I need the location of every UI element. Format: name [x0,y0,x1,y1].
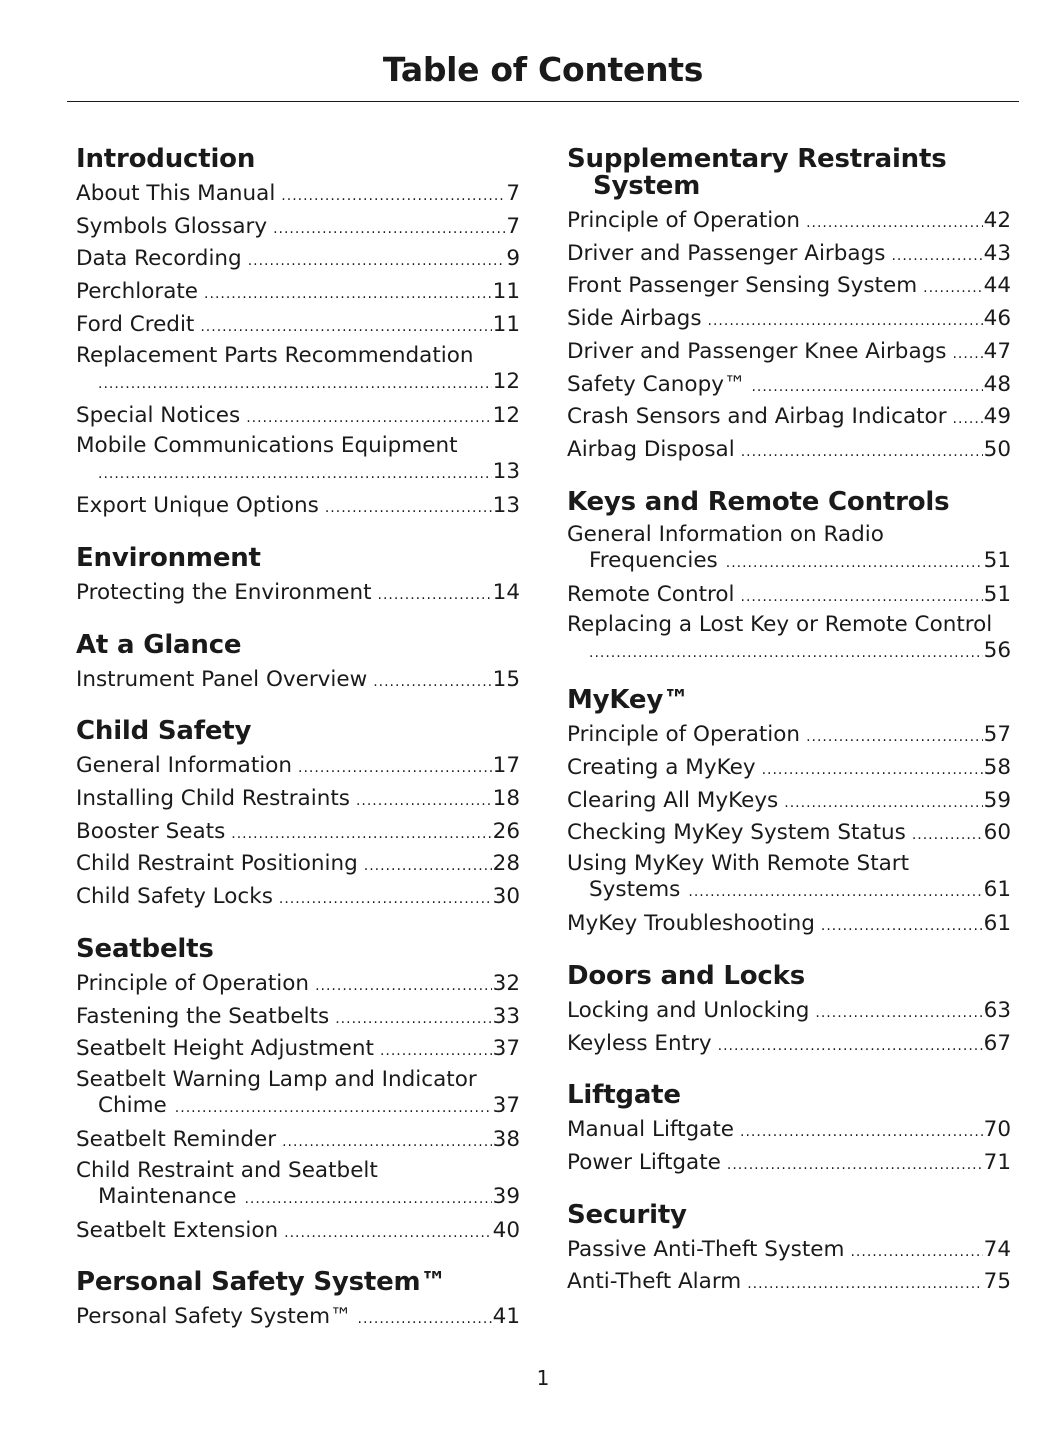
dot-leader [708,307,983,337]
toc-entry-installing-child-restraints[interactable] [76,784,520,817]
entry-line [76,491,520,524]
dot-leader [298,754,492,784]
dot-leader [762,756,983,786]
dot-leader [688,879,982,905]
dot-leader [356,787,492,817]
page-ref: 7 [506,213,520,239]
section-title [76,718,520,745]
section-title-text: Supplementary Restraints [567,144,947,174]
page-ref: 60 [983,820,1011,846]
dot-leader [751,373,982,403]
entry-line [567,402,1011,435]
page-ref: 50 [983,436,1011,462]
entry-title-continuation: Maintenance [98,1183,237,1209]
toc-section-mykey [567,687,1011,942]
entry-line [76,784,520,817]
section-title [567,1199,1011,1230]
section-title [76,1269,520,1296]
entry-line [567,271,1011,304]
toc-entry-principle-of-operation[interactable] [567,206,1011,239]
page-ref: 30 [492,884,520,910]
entry-title: Principle of Operation [567,208,801,233]
toc-section-security [567,1199,1011,1300]
toc-right-column [567,146,1011,1321]
toc-section-child-safety [76,718,520,915]
toc-entry-crash-sensors-and-airbag-indicator[interactable] [567,402,1011,435]
toc-entry-checking-mykey-system-status[interactable] [567,818,1011,851]
page-ref: 33 [492,1003,520,1029]
entry-title: Remote Control [567,581,735,607]
section-title [76,146,520,173]
dot-leader [281,182,505,212]
toc-entry-booster-seats[interactable] [76,817,520,850]
entry-title: Anti-Theft Alarm [567,1269,742,1295]
entry-title: Creating a MyKey [567,755,756,781]
page-ref: 7 [506,181,520,206]
section-title-text: At a Glance [76,629,242,660]
page-ref: 56 [983,638,1011,664]
page-ref: 48 [983,371,1011,397]
toc-section-at-a-glance [76,629,520,698]
entry-title: Instrument Panel Overview [76,666,368,692]
page-ref: 40 [492,1217,520,1243]
dot-leader [912,821,983,851]
toc-entry-driver-and-passenger-knee-airbags[interactable] [567,337,1011,370]
entry-line [567,1029,1011,1062]
section-title [567,687,1011,714]
section-title-text: Security [567,1199,687,1230]
page-ref: 14 [492,579,520,605]
section-title [567,146,1011,200]
dot-leader [784,789,982,819]
toc-entry-general-information-on-radio[interactable] [567,522,1011,576]
section-title [567,960,1011,991]
toc-entry-clearing-all-mykeys[interactable] [567,786,1011,819]
toc-entry-seatbelt-reminder[interactable] [76,1125,520,1158]
toc-entry-protecting-the-environment[interactable] [76,578,520,611]
entry-title: Checking MyKey System Status [567,820,906,846]
page-ref: 32 [492,970,520,996]
entry-title: Installing Child Restraints [76,786,350,812]
page-ref: 43 [983,240,1011,266]
toc-entry-side-airbags[interactable] [567,304,1011,337]
entry-line [76,1184,520,1212]
dot-leader [98,461,492,487]
page-ref: 63 [983,997,1011,1023]
entry-line [567,1235,1011,1268]
toc-entry-special-notices[interactable] [76,401,520,434]
entry-line [76,310,520,343]
dot-leader [952,340,982,370]
toc-section-personal-safety-system [76,1269,520,1335]
entry-line [76,969,520,1002]
dot-leader [325,494,492,524]
page-ref: 41 [492,1304,520,1330]
page-ref: 75 [983,1269,1011,1295]
section-title-continuation: System [593,171,701,201]
toc-entry-seatbelt-warning-lamp-and-indicator[interactable] [76,1067,520,1121]
entry-title: Crash Sensors and Airbag Indicator [567,404,947,430]
entry-title: Principle of Operation [76,970,310,996]
page-ref: 39 [492,1183,520,1209]
dot-leader [279,885,492,915]
toc-entry-symbols-glossary[interactable] [76,212,520,245]
entry-title: Ford Credit [76,311,195,337]
page-ref: 11 [492,279,520,305]
entry-title: Child Restraint and Seatbelt [76,1157,378,1183]
page-ref: 12 [492,402,520,428]
entry-title: Manual Liftgate [567,1117,735,1143]
toc-entry-airbag-disposal[interactable] [567,435,1011,468]
page-ref: 59 [983,787,1011,813]
dot-leader [204,280,492,310]
entry-title: Seatbelt Reminder [76,1126,277,1152]
page-ref: 49 [983,404,1011,430]
dot-leader [378,581,492,611]
toc-section-supplementary-restraints [567,146,1011,468]
entry-line [567,239,1011,272]
entry-line [567,370,1011,403]
toc-entry-child-safety-locks[interactable] [76,882,520,915]
toc-entry-anti-theft-alarm[interactable] [567,1267,1011,1300]
section-title [567,1082,1011,1109]
page-ref: 42 [983,208,1011,233]
section-title-text: Seatbelts [76,933,214,964]
dot-leader [335,1005,491,1035]
entry-title: About This Manual [76,181,276,206]
dot-leader [891,242,982,272]
dot-leader [589,640,983,666]
dot-leader [284,1219,492,1249]
section-title [567,486,1011,517]
page-ref: 28 [492,851,520,877]
entry-title: Airbag Disposal [567,436,735,462]
entry-title: Seatbelt Height Adjustment [76,1036,374,1062]
page-ref: 37 [492,1092,520,1118]
dot-leader [923,274,982,304]
toc-entry-mobile-communications-equipment[interactable] [76,433,520,487]
entry-title: Fastening the Seatbelts [76,1003,330,1029]
entry-line [76,578,520,611]
entry-title: Data Recording [76,246,242,272]
entry-line [76,665,520,698]
dot-leader [315,972,492,1002]
entry-title-continuation: Frequencies [589,547,718,573]
page-ref: 44 [983,273,1011,299]
page-ref: 70 [983,1117,1011,1143]
page-number: 1 [536,1366,550,1390]
entry-line [76,1093,520,1121]
dot-leader [98,371,492,397]
dot-leader [741,583,983,613]
toc-entry-driver-and-passenger-airbags[interactable] [567,239,1011,272]
dot-leader [248,247,506,277]
entry-line [76,459,520,487]
entry-title: Perchlorate [76,279,199,305]
toc-entry-principle-of-operation[interactable] [76,969,520,1002]
dot-leader [175,1095,492,1121]
entry-line [567,909,1011,942]
dot-leader [727,1151,983,1181]
page-ref: 74 [983,1236,1011,1262]
entry-title: Booster Seats [76,818,226,844]
toc-entry-seatbelt-extension[interactable] [76,1216,520,1249]
section-title-text: MyKey™ [567,685,689,716]
toc-entry-data-recording[interactable] [76,244,520,277]
entry-title: Locking and Unlocking [567,997,810,1023]
entry-line [567,877,1011,905]
section-title [76,933,520,964]
page-ref: 18 [492,786,520,812]
dot-leader [806,723,983,753]
entry-line [76,401,520,434]
toc-entry-front-passenger-sensing-system[interactable] [567,271,1011,304]
entry-line [567,1148,1011,1181]
entry-title: Replacement Parts Recommendation [76,342,474,368]
page-ref: 51 [983,581,1011,607]
entry-title-continuation: Systems [589,877,681,903]
entry-line [567,753,1011,786]
entry-title: Replacing a Lost Key or Remote Control [567,612,993,638]
page-ref: 61 [983,911,1011,937]
dot-leader [273,215,505,245]
entry-title: Special Notices [76,402,241,428]
page-ref: 26 [492,818,520,844]
page-title: Table of Contents [382,50,704,89]
dot-leader [200,313,491,343]
entry-title: General Information on Radio [567,521,884,547]
entry-line [76,179,520,212]
toc-entry-replacement-parts-recommendation[interactable] [76,343,520,397]
toc-entry-export-unique-options[interactable] [76,491,520,524]
entry-title: Safety Canopy™ [567,371,746,397]
entry-line [567,996,1011,1029]
entry-line [567,435,1011,468]
section-title [76,542,520,573]
dot-leader [741,438,983,468]
entry-line [567,548,1011,576]
entry-line [76,1002,520,1035]
toc-entry-creating-a-mykey[interactable] [567,753,1011,786]
dot-leader [718,1032,983,1062]
page-ref: 12 [492,368,520,394]
entry-line [76,244,520,277]
entry-title: Passive Anti-Theft System [567,1236,845,1262]
entry-title: Child Safety Locks [76,884,273,910]
toc-entry-power-liftgate[interactable] [567,1148,1011,1181]
entry-line [567,206,1011,239]
entry-title: Principle of Operation [567,722,801,748]
title-divider [67,101,1019,102]
page-ref: 17 [492,753,520,779]
toc-entry-child-restraint-positioning[interactable] [76,849,520,882]
entry-line [567,580,1011,613]
entry-line [76,817,520,850]
toc-section-doors-and-locks [567,960,1011,1061]
page-ref: 13 [492,493,520,519]
page-ref: 9 [506,246,520,272]
entry-title: Front Passenger Sensing System [567,273,918,299]
dot-leader [373,668,491,698]
entry-title: General Information [76,753,293,779]
dot-leader [380,1037,492,1067]
toc-entry-ford-credit[interactable] [76,310,520,343]
toc-entry-perchlorate[interactable] [76,277,520,310]
entry-title: Protecting the Environment [76,579,372,605]
entry-title: Side Airbags [567,306,702,332]
toc-entry-personal-safety-system[interactable] [76,1302,520,1335]
section-title-text: Personal Safety System™ [76,1267,447,1298]
entry-title: Personal Safety System™ [76,1304,352,1330]
toc-section-environment [76,542,520,611]
entry-line [76,369,520,397]
toc-entry-keyless-entry[interactable] [567,1029,1011,1062]
entry-line [76,1302,520,1335]
section-title-text: Environment [76,542,261,573]
entry-line [76,1034,520,1067]
entry-line [567,638,1011,666]
entry-line [76,849,520,882]
dot-leader [815,999,982,1029]
section-title-text: Keys and Remote Controls [567,486,950,517]
entry-title: Power Liftgate [567,1149,721,1175]
entry-line [567,304,1011,337]
toc-entry-mykey-troubleshooting[interactable] [567,909,1011,942]
dot-leader [246,404,491,434]
page-ref: 71 [983,1149,1011,1175]
entry-title: Mobile Communications Equipment [76,433,458,459]
toc-section-liftgate [567,1082,1011,1180]
entry-title: Seatbelt Extension [76,1217,279,1243]
page-ref: 37 [492,1036,520,1062]
entry-line [567,818,1011,851]
page-ref: 57 [983,722,1011,748]
dot-leader [806,209,983,239]
page-ref: 38 [492,1126,520,1152]
toc-entry-remote-control[interactable] [567,580,1011,613]
page-ref: 11 [492,311,520,337]
page-ref: 51 [983,547,1011,573]
toc-entry-locking-and-unlocking[interactable] [567,996,1011,1029]
dot-leader [850,1238,982,1268]
toc-entry-instrument-panel-overview[interactable] [76,665,520,698]
toc-entry-passive-anti-theft-system[interactable] [567,1235,1011,1268]
entry-title: Keyless Entry [567,1030,712,1056]
entry-title: Child Restraint Positioning [76,851,358,877]
entry-title: Using MyKey With Remote Start [567,851,910,877]
entry-line [567,720,1011,753]
section-title-text: Doors and Locks [567,960,805,991]
dot-leader [282,1128,492,1158]
toc-entry-child-restraint-and-seatbelt[interactable] [76,1158,520,1212]
toc-section-keys-and-remote-controls [567,486,1011,667]
dot-leader [244,1186,491,1212]
dot-leader [358,1305,492,1335]
entry-line [76,1125,520,1158]
page-ref: 46 [983,306,1011,332]
dot-leader [364,852,492,882]
entry-line [76,277,520,310]
toc-entry-manual-liftgate[interactable] [567,1115,1011,1148]
entry-line [567,337,1011,370]
dot-leader [747,1270,982,1300]
dot-leader [821,912,983,942]
page-ref: 61 [983,877,1011,903]
toc-section-introduction [76,146,520,524]
toc-entry-principle-of-operation[interactable] [567,720,1011,753]
page-ref: 58 [983,755,1011,781]
dot-leader [726,550,983,576]
entry-title: Symbols Glossary [76,213,268,239]
entry-title-continuation: Chime [98,1092,167,1118]
entry-line [76,1216,520,1249]
page-ref: 47 [983,338,1011,364]
toc-section-seatbelts [76,933,520,1249]
entry-line [76,882,520,915]
entry-title: Seatbelt Warning Lamp and Indicator [76,1066,477,1092]
entry-title: Clearing All MyKeys [567,787,779,813]
page-ref: 15 [492,666,520,692]
section-title-text: Liftgate [567,1080,681,1111]
page-ref: 13 [492,459,520,485]
toc-left-column [76,146,520,1356]
page-ref: 67 [983,1030,1011,1056]
dot-leader [953,405,983,435]
entry-title: MyKey Troubleshooting [567,911,815,937]
toc-entry-replacing-a-lost-key-or-remote-control[interactable] [567,612,1011,666]
dot-leader [740,1118,983,1148]
section-title-text: Child Safety [76,716,252,747]
entry-line [567,1115,1011,1148]
entry-title: Driver and Passenger Airbags [567,240,886,266]
section-title [76,629,520,660]
toc-entry-using-mykey-with-remote-start[interactable] [567,851,1011,905]
entry-line [76,212,520,245]
entry-line [76,751,520,784]
toc-entry-safety-canopy[interactable] [567,370,1011,403]
entry-title: Driver and Passenger Knee Airbags [567,338,947,364]
toc-entry-seatbelt-height-adjustment[interactable] [76,1034,520,1067]
entry-line [567,1267,1011,1300]
section-title-text: Introduction [76,144,256,174]
toc-entry-about-this-manual[interactable] [76,179,520,212]
dot-leader [231,820,491,850]
entry-line [567,786,1011,819]
entry-title: Export Unique Options [76,493,319,519]
toc-entry-general-information[interactable] [76,751,520,784]
toc-entry-fastening-the-seatbelts[interactable] [76,1002,520,1035]
